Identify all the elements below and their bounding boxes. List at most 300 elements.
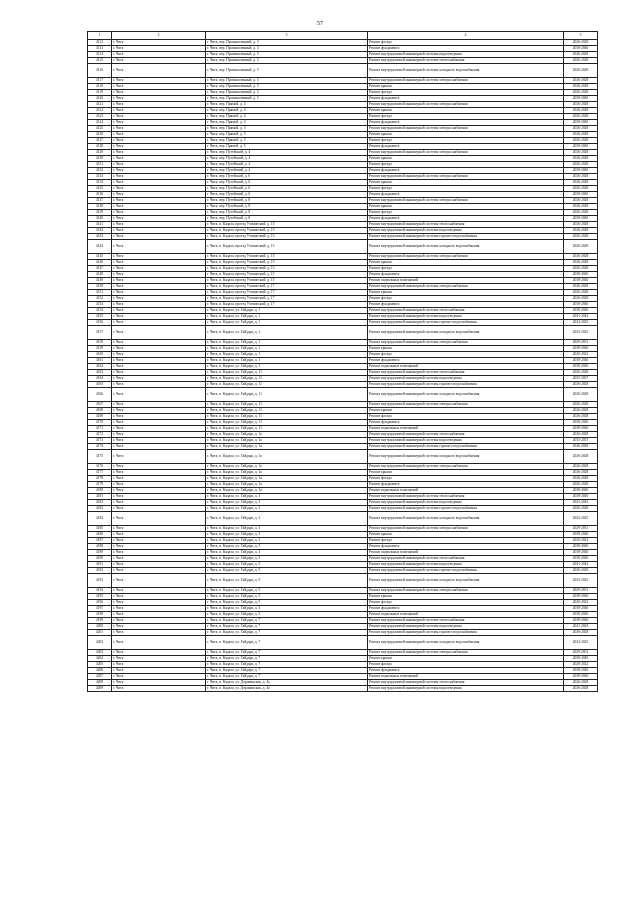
address-cell: г. Чита, п. Кадала, ул. Гайдара, д. 5 <box>206 594 368 600</box>
city-cell: г. Чита <box>112 90 206 96</box>
address-cell: г. Чита, п. Кадала, проезд Учениеский, д. 15 <box>206 222 368 228</box>
table-row <box>88 64 598 78</box>
address-cell: г. Чита, пер. Путейский, д. 6 <box>206 174 368 180</box>
row-number-cell: 4172 <box>88 432 112 438</box>
period-cell: 2026-2028 <box>564 680 598 686</box>
address-cell: г. Чита, пер. Прямой, д. 4 <box>206 108 368 114</box>
work-type-cell: Ремонт фундамента <box>368 544 564 550</box>
row-number-cell: 4185 <box>88 526 112 532</box>
table-row <box>88 686 598 692</box>
period-cell: 2026-2028 <box>564 114 598 120</box>
city-cell: г. Чита <box>112 58 206 64</box>
address-cell: г. Чита, п. Кадала, ул. Гайдара, д. 11 <box>206 426 368 432</box>
work-type-cell: Ремонт фасада <box>368 266 564 272</box>
work-type-cell: Ремонт внутридомовой инженерной системы электроснабжения <box>368 102 564 108</box>
city-cell: г. Чита <box>112 574 206 588</box>
work-type-cell: Ремонт фасада <box>368 538 564 544</box>
row-number-cell: 4174 <box>88 444 112 450</box>
row-number-cell: 4207 <box>88 674 112 680</box>
period-cell: 2026-2028 <box>564 464 598 470</box>
row-number-cell: 4198 <box>88 612 112 618</box>
city-cell: г. Чита <box>112 156 206 162</box>
work-type-cell: Ремонт фундамента <box>368 96 564 102</box>
period-cell: 2038-2040 <box>564 216 598 222</box>
row-number-cell: 4146 <box>88 260 112 266</box>
work-type-cell: Ремонт фасада <box>368 662 564 668</box>
row-number-cell: 4193 <box>88 574 112 588</box>
address-cell: г. Чита, п. Кадала, проезд Учениеский, д. 17 <box>206 284 368 290</box>
row-number-cell: 4124 <box>88 120 112 126</box>
city-cell: г. Чита <box>112 186 206 192</box>
row-number-cell: 4178 <box>88 476 112 482</box>
address-cell: г. Чита, п. Кадала, ул. Гайдара, д. 11 <box>206 402 368 408</box>
city-cell: г. Чита <box>112 308 206 314</box>
city-cell: г. Чита <box>112 340 206 346</box>
city-cell: г. Чита <box>112 198 206 204</box>
work-type-cell: Ремонт внутридомовой инженерной системы теплоснабжения <box>368 494 564 500</box>
city-cell: г. Чита <box>112 320 206 326</box>
period-cell: 2026-2028 <box>564 150 598 156</box>
work-type-cell: Ремонт крыши <box>368 260 564 266</box>
address-cell: г. Чита, п. Кадала, проезд Учениеский, д. 17 <box>206 290 368 296</box>
city-cell: г. Чита <box>112 192 206 198</box>
row-number-cell: 4143 <box>88 234 112 240</box>
row-number-cell: 4155 <box>88 314 112 320</box>
row-number-cell: 4112 <box>88 40 112 46</box>
address-cell: г. Чита, п. Кадала, проезд Учениеский, д. 17 <box>206 302 368 308</box>
address-cell: г. Чита, п. Кадала, ул. Гайдара, д. 7 <box>206 668 368 674</box>
address-cell: г. Чита, п. Кадала, ул. Доронинская, д. 4а <box>206 680 368 686</box>
address-cell: г. Чита, пер. Промышленный, д. 3 <box>206 46 368 52</box>
period-cell: 2026-2028 <box>564 210 598 216</box>
work-type-cell: Ремонт фундамента <box>368 358 564 364</box>
work-type-cell: Ремонт фасада <box>368 600 564 606</box>
city-cell: г. Чита <box>112 450 206 464</box>
row-number-cell: 4160 <box>88 352 112 358</box>
row-number-cell: 4189 <box>88 550 112 556</box>
row-number-cell: 4122 <box>88 108 112 114</box>
row-number-cell: 4115 <box>88 58 112 64</box>
work-type-cell: Ремонт фасада <box>368 162 564 168</box>
address-cell: г. Чита, п. Кадала, ул. Гайдара, д. 7 <box>206 650 368 656</box>
address-cell: г. Чита, п. Кадала, ул. Гайдара, д. 3 <box>206 544 368 550</box>
city-cell: г. Чита <box>112 102 206 108</box>
city-cell: г. Чита <box>112 686 206 692</box>
city-cell: г. Чита <box>112 216 206 222</box>
city-cell: г. Чита <box>112 78 206 84</box>
work-type-cell: Ремонт внутридомовой инженерной системы холодного водоснабжения <box>368 240 564 254</box>
period-cell: 2026-2028 <box>564 388 598 402</box>
address-cell: г. Чита, п. Кадала, ул. Гайдара, д. 5 <box>206 588 368 594</box>
address-cell: г. Чита, п. Кадала, проезд Учениеский, д. 15 <box>206 272 368 278</box>
row-number-cell: 4142 <box>88 228 112 234</box>
address-cell: г. Чита, пер. Прямой, д. 4 <box>206 102 368 108</box>
city-cell: г. Чита <box>112 352 206 358</box>
row-number-cell: 4165 <box>88 382 112 388</box>
period-cell: 2026-2028 <box>564 432 598 438</box>
work-type-cell: Ремонт фасада <box>368 114 564 120</box>
row-number-cell: 4113 <box>88 46 112 52</box>
row-number-cell: 4209 <box>88 686 112 692</box>
work-type-cell: Ремонт крыши <box>368 656 564 662</box>
row-number-cell: 4182 <box>88 500 112 506</box>
address-cell: г. Чита, пер. Прямой, д. 5 <box>206 132 368 138</box>
row-number-cell: 4162 <box>88 364 112 370</box>
city-cell: г. Чита <box>112 438 206 444</box>
work-type-cell: Ремонт внутридомовой инженерной системы теплоснабжения <box>368 58 564 64</box>
row-number-cell: 4175 <box>88 450 112 464</box>
city-cell: г. Чита <box>112 96 206 102</box>
period-cell: 2026-2028 <box>564 630 598 636</box>
city-cell: г. Чита <box>112 240 206 254</box>
address-cell: г. Чита, п. Кадала, ул. Гайдара, д. 11 <box>206 414 368 420</box>
row-number-cell: 4173 <box>88 438 112 444</box>
address-cell: г. Чита, п. Кадала, ул. Гайдара, д. 5 <box>206 600 368 606</box>
row-number-cell: 4186 <box>88 532 112 538</box>
period-cell: 2026-2028 <box>564 234 598 240</box>
row-number-cell: 4200 <box>88 624 112 630</box>
address-cell: г. Чита, пер. Промышленный, д. 5 <box>206 84 368 90</box>
city-cell: г. Чита <box>112 358 206 364</box>
row-number-cell: 4190 <box>88 556 112 562</box>
work-type-cell: Ремонт фундамента <box>368 302 564 308</box>
table-row <box>88 388 598 402</box>
table-row <box>88 574 598 588</box>
city-cell: г. Чита <box>112 532 206 538</box>
work-type-cell: Ремонт подвальных помещений <box>368 364 564 370</box>
period-cell: 2038-2040 <box>564 550 598 556</box>
period-cell: 2020-2022 <box>564 538 598 544</box>
address-cell: г. Чита, п. Кадала, ул. Гайдара, д. 1 <box>206 346 368 352</box>
period-cell: 2026-2028 <box>564 260 598 266</box>
table-row <box>88 512 598 526</box>
period-cell: 2026-2028 <box>564 254 598 260</box>
address-cell: г. Чита, пер. Промышленный, д. 5 <box>206 78 368 84</box>
address-cell: г. Чита, пер. Промышленный, д. 5 <box>206 52 368 58</box>
row-number-cell: 4180 <box>88 488 112 494</box>
city-cell: г. Чита <box>112 630 206 636</box>
address-cell: г. Чита, п. Кадала, ул. Гайдара, д. 1 <box>206 352 368 358</box>
work-type-cell: Ремонт внутридомовой инженерной системы теплоснабжения <box>368 370 564 376</box>
city-cell: г. Чита <box>112 126 206 132</box>
row-number-cell: 4157 <box>88 326 112 340</box>
address-cell: г. Чита, п. Кадала, ул. Гайдара, д. 5 <box>206 562 368 568</box>
row-number-cell: 4179 <box>88 482 112 488</box>
address-cell: г. Чита, пер. Путейский, д. 4 <box>206 156 368 162</box>
city-cell: г. Чита <box>112 314 206 320</box>
city-cell: г. Чита <box>112 64 206 78</box>
address-cell: г. Чита, п. Кадала, ул. Гайдара, д. 5 <box>206 612 368 618</box>
work-type-cell: Ремонт внутридомовой инженерной системы теплоснабжения <box>368 222 564 228</box>
period-cell: 2041-2043 <box>564 624 598 630</box>
period-cell: 2038-2040 <box>564 302 598 308</box>
period-cell: 2023-2025 <box>564 574 598 588</box>
city-cell: г. Чита <box>112 624 206 630</box>
capital-repair-table <box>87 31 598 692</box>
row-number-cell: 4177 <box>88 470 112 476</box>
period-cell: 2035-2037 <box>564 438 598 444</box>
row-number-cell: 4150 <box>88 284 112 290</box>
work-type-cell: Ремонт подвальных помещений <box>368 488 564 494</box>
period-cell: 2038-2040 <box>564 668 598 674</box>
city-cell: г. Чита <box>112 228 206 234</box>
row-number-cell: 4153 <box>88 302 112 308</box>
work-type-cell: Ремонт внутридомовой инженерной системы электроснабжения <box>368 78 564 84</box>
city-cell: г. Чита <box>112 662 206 668</box>
address-cell: г. Чита, п. Кадала, проезд Учениеский, д. 15 <box>206 278 368 284</box>
period-cell: 2038-2040 <box>564 618 598 624</box>
city-cell: г. Чита <box>112 138 206 144</box>
city-cell: г. Чита <box>112 588 206 594</box>
period-cell: 2026-2028 <box>564 58 598 64</box>
period-cell: 2038-2040 <box>564 272 598 278</box>
address-cell: г. Чита, п. Кадала, ул. Гайдара, д. 7 <box>206 618 368 624</box>
address-cell: г. Чита, пер. Путейский, д. 8 <box>206 198 368 204</box>
period-cell: 2026-2028 <box>564 198 598 204</box>
period-cell: 2038-2040 <box>564 308 598 314</box>
city-cell: г. Чита <box>112 408 206 414</box>
address-cell: г. Чита, п. Кадала, ул. Гайдара, д. 3 <box>206 494 368 500</box>
period-cell: 2038-2040 <box>564 532 598 538</box>
work-type-cell: Ремонт внутридомовой инженерной системы холодного водоснабжения <box>368 512 564 526</box>
period-cell: 2041-2043 <box>564 562 598 568</box>
period-cell: 2038-2040 <box>564 364 598 370</box>
row-number-cell: 4203 <box>88 650 112 656</box>
period-cell: 2026-2028 <box>564 40 598 46</box>
city-cell: г. Чита <box>112 204 206 210</box>
address-cell: г. Чита, пер. Прямой, д. 5 <box>206 144 368 150</box>
work-type-cell: Ремонт внутридомовой инженерной системы горячего водоснабжения <box>368 320 564 326</box>
address-cell: г. Чита, п. Кадала, ул. Гайдара, д. 1 <box>206 320 368 326</box>
city-cell: г. Чита <box>112 382 206 388</box>
address-cell: г. Чита, пер. Промышленный, д. 3 <box>206 40 368 46</box>
address-cell: г. Чита, пер. Промышленный, д. 5 <box>206 64 368 78</box>
row-number-cell: 4206 <box>88 668 112 674</box>
city-cell: г. Чита <box>112 426 206 432</box>
work-type-cell: Ремонт внутридомовой инженерной системы горячего водоснабжения <box>368 234 564 240</box>
work-type-cell: Ремонт внутридомовой инженерной системы горячего водоснабжения <box>368 630 564 636</box>
city-cell: г. Чита <box>112 674 206 680</box>
period-cell: 2026-2028 <box>564 686 598 692</box>
city-cell: г. Чита <box>112 210 206 216</box>
work-type-cell: Ремонт внутридомовой инженерной системы электроснабжения <box>368 126 564 132</box>
address-cell: г. Чита, пер. Прямой, д. 5 <box>206 126 368 132</box>
period-cell: 2038-2040 <box>564 144 598 150</box>
period-cell: 2026-2028 <box>564 414 598 420</box>
row-number-cell: 4183 <box>88 506 112 512</box>
period-cell: 2026-2028 <box>564 450 598 464</box>
work-type-cell: Ремонт внутридомовой инженерной системы горячего водоснабжения <box>368 382 564 388</box>
address-cell: г. Чита, п. Кадала, проезд Учениеский, д. 15 <box>206 254 368 260</box>
period-cell: 2038-2040 <box>564 488 598 494</box>
work-type-cell: Ремонт фундамента <box>368 120 564 126</box>
period-cell: 2026-2028 <box>564 162 598 168</box>
row-number-cell: 4170 <box>88 420 112 426</box>
address-cell: г. Чита, п. Кадала, ул. Гайдара, д. 7 <box>206 624 368 630</box>
row-number-cell: 4116 <box>88 64 112 78</box>
address-cell: г. Чита, п. Кадала, ул. Гайдара, д. 5 <box>206 606 368 612</box>
work-type-cell: Ремонт крыши <box>368 132 564 138</box>
work-type-cell: Ремонт внутридомовой инженерной системы электроснабжения <box>368 174 564 180</box>
address-cell: г. Чита, п. Кадала, ул. Гайдара, д. 1а <box>206 488 368 494</box>
row-number-cell: 4159 <box>88 346 112 352</box>
address-cell: г. Чита, пер. Прямой, д. 5 <box>206 138 368 144</box>
address-cell: г. Чита, п. Кадала, ул. Гайдара, д. 1 <box>206 358 368 364</box>
period-cell: 2026-2028 <box>564 382 598 388</box>
column-header: 4 <box>368 32 564 40</box>
city-cell: г. Чита <box>112 464 206 470</box>
address-cell: г. Чита, п. Кадала, ул. Гайдара, д. 1 <box>206 314 368 320</box>
period-cell: 2038-2040 <box>564 278 598 284</box>
period-cell: 2029-2031 <box>564 526 598 532</box>
city-cell: г. Чита <box>112 302 206 308</box>
city-cell: г. Чита <box>112 650 206 656</box>
period-cell: 2026-2028 <box>564 108 598 114</box>
work-type-cell: Ремонт крыши <box>368 156 564 162</box>
period-cell: 2038-2040 <box>564 346 598 352</box>
work-type-cell: Ремонт подвальных помещений <box>368 550 564 556</box>
city-cell: г. Чита <box>112 420 206 426</box>
address-cell: г. Чита, п. Кадала, ул. Гайдара, д. 1а <box>206 476 368 482</box>
city-cell: г. Чита <box>112 656 206 662</box>
period-cell: 2026-2028 <box>564 296 598 302</box>
city-cell: г. Чита <box>112 636 206 650</box>
address-cell: г. Чита, пер. Путейский, д. 6 <box>206 180 368 186</box>
work-type-cell: Ремонт подвальных помещений <box>368 674 564 680</box>
address-cell: г. Чита, п. Кадала, ул. Гайдара, д. 3 <box>206 550 368 556</box>
city-cell: г. Чита <box>112 668 206 674</box>
period-cell: 2038-2040 <box>564 556 598 562</box>
city-cell: г. Чита <box>112 150 206 156</box>
row-number-cell: 4149 <box>88 278 112 284</box>
work-type-cell: Ремонт внутридомовой инженерной системы водоотведения <box>368 52 564 58</box>
row-number-cell: 4176 <box>88 464 112 470</box>
row-number-cell: 4139 <box>88 210 112 216</box>
period-cell: 2026-2028 <box>564 228 598 234</box>
work-type-cell: Ремонт фундамента <box>368 420 564 426</box>
work-type-cell: Ремонт фасада <box>368 40 564 46</box>
city-cell: г. Чита <box>112 476 206 482</box>
address-cell: г. Чита, п. Кадала, ул. Гайдара, д. 1а <box>206 432 368 438</box>
city-cell: г. Чита <box>112 388 206 402</box>
row-number-cell: 4191 <box>88 562 112 568</box>
row-number-cell: 4130 <box>88 156 112 162</box>
period-cell: 2035-2037 <box>564 376 598 382</box>
city-cell: г. Чита <box>112 108 206 114</box>
work-type-cell: Ремонт фасада <box>368 90 564 96</box>
work-type-cell: Ремонт крыши <box>368 594 564 600</box>
address-cell: г. Чита, пер. Путейский, д. 8 <box>206 210 368 216</box>
work-type-cell: Ремонт подвальных помещений <box>368 426 564 432</box>
work-type-cell: Ремонт крыши <box>368 290 564 296</box>
row-number-cell: 4128 <box>88 144 112 150</box>
address-cell: г. Чита, п. Кадала, ул. Доронинская, д. 4а <box>206 686 368 692</box>
period-cell: 2026-2028 <box>564 84 598 90</box>
work-type-cell: Ремонт внутридомовой инженерной системы водоотведения <box>368 376 564 382</box>
city-cell: г. Чита <box>112 562 206 568</box>
table-row <box>88 636 598 650</box>
address-cell: г. Чита, п. Кадала, ул. Гайдара, д. 3 <box>206 506 368 512</box>
city-cell: г. Чита <box>112 500 206 506</box>
period-cell: 2029-2031 <box>564 650 598 656</box>
work-type-cell: Ремонт внутридомовой инженерной системы электроснабжения <box>368 464 564 470</box>
address-cell: г. Чита, п. Кадала, ул. Гайдара, д. 1 <box>206 364 368 370</box>
city-cell: г. Чита <box>112 370 206 376</box>
period-cell: 2026-2028 <box>564 138 598 144</box>
work-type-cell: Ремонт внутридомовой инженерной системы электроснабжения <box>368 402 564 408</box>
work-type-cell: Ремонт внутридомовой инженерной системы электроснабжения <box>368 650 564 656</box>
row-number-cell: 4145 <box>88 254 112 260</box>
period-cell: 2026-2028 <box>564 266 598 272</box>
work-type-cell: Ремонт фундамента <box>368 216 564 222</box>
address-cell: г. Чита, пер. Путейский, д. 4 <box>206 168 368 174</box>
row-number-cell: 4171 <box>88 426 112 432</box>
row-number-cell: 4129 <box>88 150 112 156</box>
row-number-cell: 4131 <box>88 162 112 168</box>
page-number: 57 <box>317 21 323 27</box>
period-cell: 2026-2028 <box>564 64 598 78</box>
row-number-cell: 4161 <box>88 358 112 364</box>
work-type-cell: Ремонт внутридомовой инженерной системы теплоснабжения <box>368 556 564 562</box>
city-cell: г. Чита <box>112 278 206 284</box>
city-cell: г. Чита <box>112 506 206 512</box>
row-number-cell: 4196 <box>88 600 112 606</box>
work-type-cell: Ремонт внутридомовой инженерной системы водоотведения <box>368 228 564 234</box>
address-cell: г. Чита, п. Кадала, ул. Гайдара, д. 1а <box>206 450 368 464</box>
period-cell: 2026-2028 <box>564 132 598 138</box>
row-number-cell: 4197 <box>88 606 112 612</box>
city-cell: г. Чита <box>112 556 206 562</box>
address-cell: г. Чита, пер. Прямой, д. 4 <box>206 114 368 120</box>
period-cell: 2026-2028 <box>564 102 598 108</box>
work-type-cell: Ремонт внутридомовой инженерной системы горячего водоснабжения <box>368 506 564 512</box>
row-number-cell: 4202 <box>88 636 112 650</box>
city-cell: г. Чита <box>112 296 206 302</box>
city-cell: г. Чита <box>112 284 206 290</box>
address-cell: г. Чита, п. Кадала, ул. Гайдара, д. 1а <box>206 470 368 476</box>
row-number-cell: 4148 <box>88 272 112 278</box>
column-header: 2 <box>112 32 206 40</box>
period-cell: 2026-2028 <box>564 370 598 376</box>
work-type-cell: Ремонт фундамента <box>368 46 564 52</box>
address-cell: г. Чита, п. Кадала, ул. Гайдара, д. 5 <box>206 556 368 562</box>
address-cell: г. Чита, пер. Прямой, д. 4 <box>206 120 368 126</box>
period-cell: 2038-2040 <box>564 606 598 612</box>
city-cell: г. Чита <box>112 526 206 532</box>
row-number-cell: 4138 <box>88 204 112 210</box>
period-cell: 2038-2040 <box>564 120 598 126</box>
work-type-cell: Ремонт внутридомовой инженерной системы электроснабжения <box>368 284 564 290</box>
period-cell: 2038-2040 <box>564 494 598 500</box>
period-cell: 2026-2028 <box>564 470 598 476</box>
work-type-cell: Ремонт внутридомовой инженерной системы холодного водоснабжения <box>368 636 564 650</box>
row-number-cell: 4201 <box>88 630 112 636</box>
city-cell: г. Чита <box>112 40 206 46</box>
work-type-cell: Ремонт внутридомовой инженерной системы холодного водоснабжения <box>368 64 564 78</box>
period-cell: 2026-2028 <box>564 482 598 488</box>
row-number-cell: 4151 <box>88 290 112 296</box>
address-cell: г. Чита, п. Кадала, ул. Гайдара, д. 5 <box>206 568 368 574</box>
period-cell: 2029-2031 <box>564 588 598 594</box>
address-cell: г. Чита, пер. Путейский, д. 8 <box>206 204 368 210</box>
work-type-cell: Ремонт подвальных помещений <box>368 612 564 618</box>
work-type-cell: Ремонт внутридомовой инженерной системы теплоснабжения <box>368 308 564 314</box>
table-row <box>88 240 598 254</box>
city-cell: г. Чита <box>112 114 206 120</box>
table-row <box>88 326 598 340</box>
work-type-cell: Ремонт фундамента <box>368 168 564 174</box>
row-number-cell: 4168 <box>88 408 112 414</box>
